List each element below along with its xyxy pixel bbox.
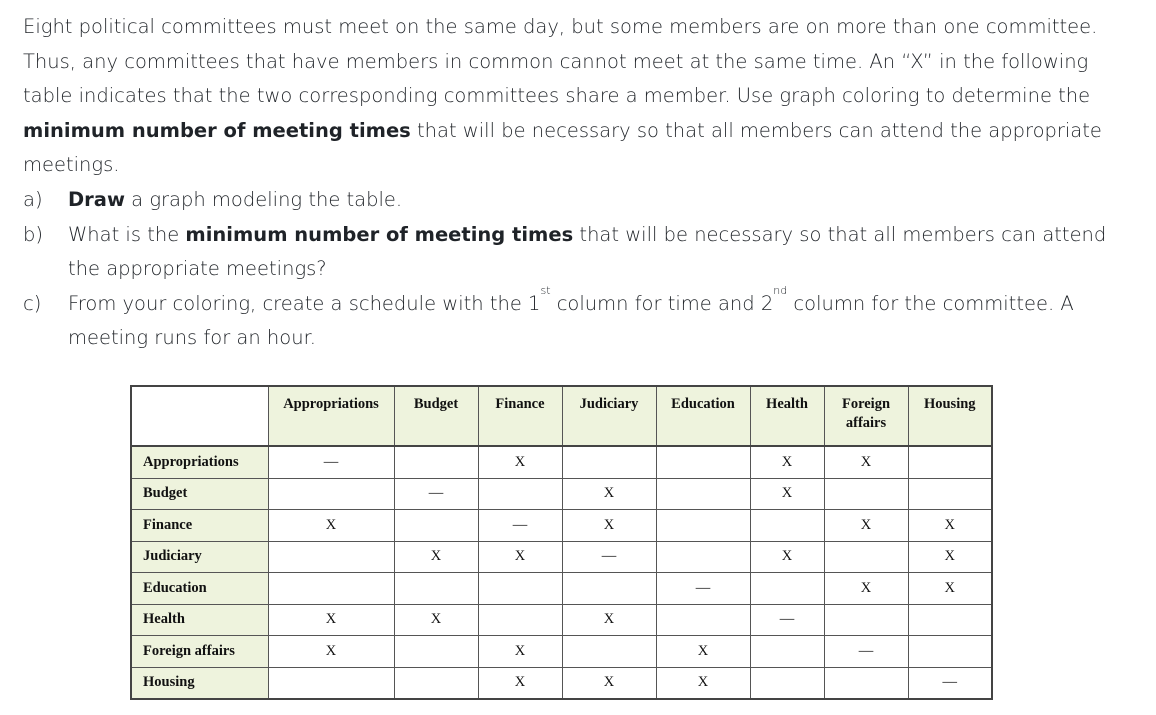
table-cell: X xyxy=(478,541,562,573)
row-header: Education xyxy=(131,573,268,605)
table-cell xyxy=(908,636,992,668)
table-cell xyxy=(394,636,478,668)
table-row xyxy=(131,573,992,605)
table-cell: X xyxy=(656,636,750,668)
column-header: Housing xyxy=(908,386,992,446)
column-header: Judiciary xyxy=(562,386,656,446)
question-label: c) xyxy=(23,291,42,315)
table-cell: X xyxy=(562,510,656,542)
table-cell xyxy=(656,604,750,636)
row-header: Health xyxy=(131,604,268,636)
table-cell xyxy=(478,573,562,605)
table-cell: X xyxy=(562,667,656,699)
table-cell xyxy=(268,478,394,510)
corner-cell xyxy=(131,386,268,446)
table-cell: X xyxy=(824,510,908,542)
table-cell: X xyxy=(908,541,992,573)
row-header: Budget xyxy=(131,478,268,510)
question-bold: Draw xyxy=(68,187,125,211)
row-header: Finance xyxy=(131,510,268,542)
table-row xyxy=(131,604,992,636)
table-cell xyxy=(750,636,824,668)
table-cell: X xyxy=(750,541,824,573)
table-cell: X xyxy=(824,446,908,478)
table-cell xyxy=(268,541,394,573)
table-row xyxy=(131,478,992,510)
table-cell xyxy=(750,573,824,605)
table-cell: X xyxy=(656,667,750,699)
table-cell xyxy=(394,667,478,699)
question-body xyxy=(68,183,1143,218)
question-body xyxy=(68,283,1143,356)
question-mid: column for time and 2 xyxy=(550,291,774,315)
question-c xyxy=(23,283,1143,356)
table-cell: — xyxy=(908,667,992,699)
table-body xyxy=(131,446,992,699)
question-a xyxy=(23,183,1143,218)
table-cell: — xyxy=(478,510,562,542)
table-cell: X xyxy=(394,541,478,573)
table-cell: X xyxy=(478,446,562,478)
table-cell xyxy=(656,510,750,542)
table-cell: X xyxy=(750,478,824,510)
question-text: a graph modeling the table. xyxy=(124,187,403,211)
table-cell: — xyxy=(824,636,908,668)
question-pre: What is the xyxy=(68,222,186,246)
table-cell xyxy=(824,604,908,636)
table-cell: X xyxy=(908,573,992,605)
table-cell: — xyxy=(268,446,394,478)
table-cell: X xyxy=(750,446,824,478)
column-header: Appropriations xyxy=(268,386,394,446)
table-cell xyxy=(562,573,656,605)
superscript: st xyxy=(540,283,551,297)
table-cell xyxy=(394,573,478,605)
superscript: nd xyxy=(773,283,788,297)
table-cell: X xyxy=(824,573,908,605)
table-cell xyxy=(750,510,824,542)
table-cell xyxy=(908,478,992,510)
table-row xyxy=(131,510,992,542)
table-cell: X xyxy=(478,667,562,699)
intro-end: that will be necessary so that all members can attend the appropriate meetings. xyxy=(23,118,1102,177)
table-cell: — xyxy=(750,604,824,636)
table-cell xyxy=(562,446,656,478)
table-cell: X xyxy=(908,510,992,542)
table-cell xyxy=(656,541,750,573)
table-cell xyxy=(824,541,908,573)
question-bold: minimum number of meeting times xyxy=(185,222,574,246)
intro-bold: minimum number of meeting times xyxy=(23,118,411,142)
table-cell xyxy=(908,446,992,478)
question-pre: From your coloring, create a schedule with the 1 xyxy=(68,291,541,315)
column-header: Foreign affairs xyxy=(824,386,908,446)
table-cell xyxy=(750,667,824,699)
table-cell xyxy=(478,604,562,636)
table-cell: X xyxy=(268,604,394,636)
table-cell xyxy=(824,478,908,510)
table-cell xyxy=(824,667,908,699)
intro-paragraph xyxy=(23,10,1143,183)
question-label: b) xyxy=(23,222,43,246)
table-cell: X xyxy=(562,604,656,636)
table-row xyxy=(131,446,992,478)
table-cell: X xyxy=(268,510,394,542)
question-text: column for the committee. A meeting runs for an hour. xyxy=(68,291,1074,350)
table-cell: — xyxy=(656,573,750,605)
table-cell: X xyxy=(268,636,394,668)
column-header: Finance xyxy=(478,386,562,446)
table-cell xyxy=(656,446,750,478)
question-label: a) xyxy=(23,187,43,211)
header-row xyxy=(131,386,992,446)
column-header: Budget xyxy=(394,386,478,446)
question-b xyxy=(23,218,1143,287)
intro-text: Eight political committees must meet on the same day, but some members are on more than one committee. Thus, any committees that have members in common cannot meet at the same time. An “X” in the following table indicates that the two corresponding committees share a member. Use graph coloring to determine the xyxy=(23,15,1098,108)
table-cell: X xyxy=(394,604,478,636)
table-cell xyxy=(268,573,394,605)
row-header: Appropriations xyxy=(131,446,268,478)
table-row xyxy=(131,541,992,573)
question-text: that will be necessary so that all members can attend the appropriate meetings? xyxy=(68,222,1107,281)
table-cell: X xyxy=(478,636,562,668)
table-cell xyxy=(268,667,394,699)
row-header: Foreign affairs xyxy=(131,636,268,668)
table-cell xyxy=(562,636,656,668)
question-body xyxy=(68,218,1143,287)
problem-text xyxy=(23,10,1143,356)
row-header: Housing xyxy=(131,667,268,699)
table-cell xyxy=(908,604,992,636)
table-cell: — xyxy=(562,541,656,573)
table-cell xyxy=(394,510,478,542)
table-cell xyxy=(656,478,750,510)
column-header: Education xyxy=(656,386,750,446)
table-cell: — xyxy=(394,478,478,510)
table-row xyxy=(131,667,992,699)
committee-table xyxy=(130,385,993,700)
table-row xyxy=(131,636,992,668)
table-cell: X xyxy=(562,478,656,510)
table-cell xyxy=(394,446,478,478)
column-header: Health xyxy=(750,386,824,446)
row-header: Judiciary xyxy=(131,541,268,573)
table-cell xyxy=(478,478,562,510)
